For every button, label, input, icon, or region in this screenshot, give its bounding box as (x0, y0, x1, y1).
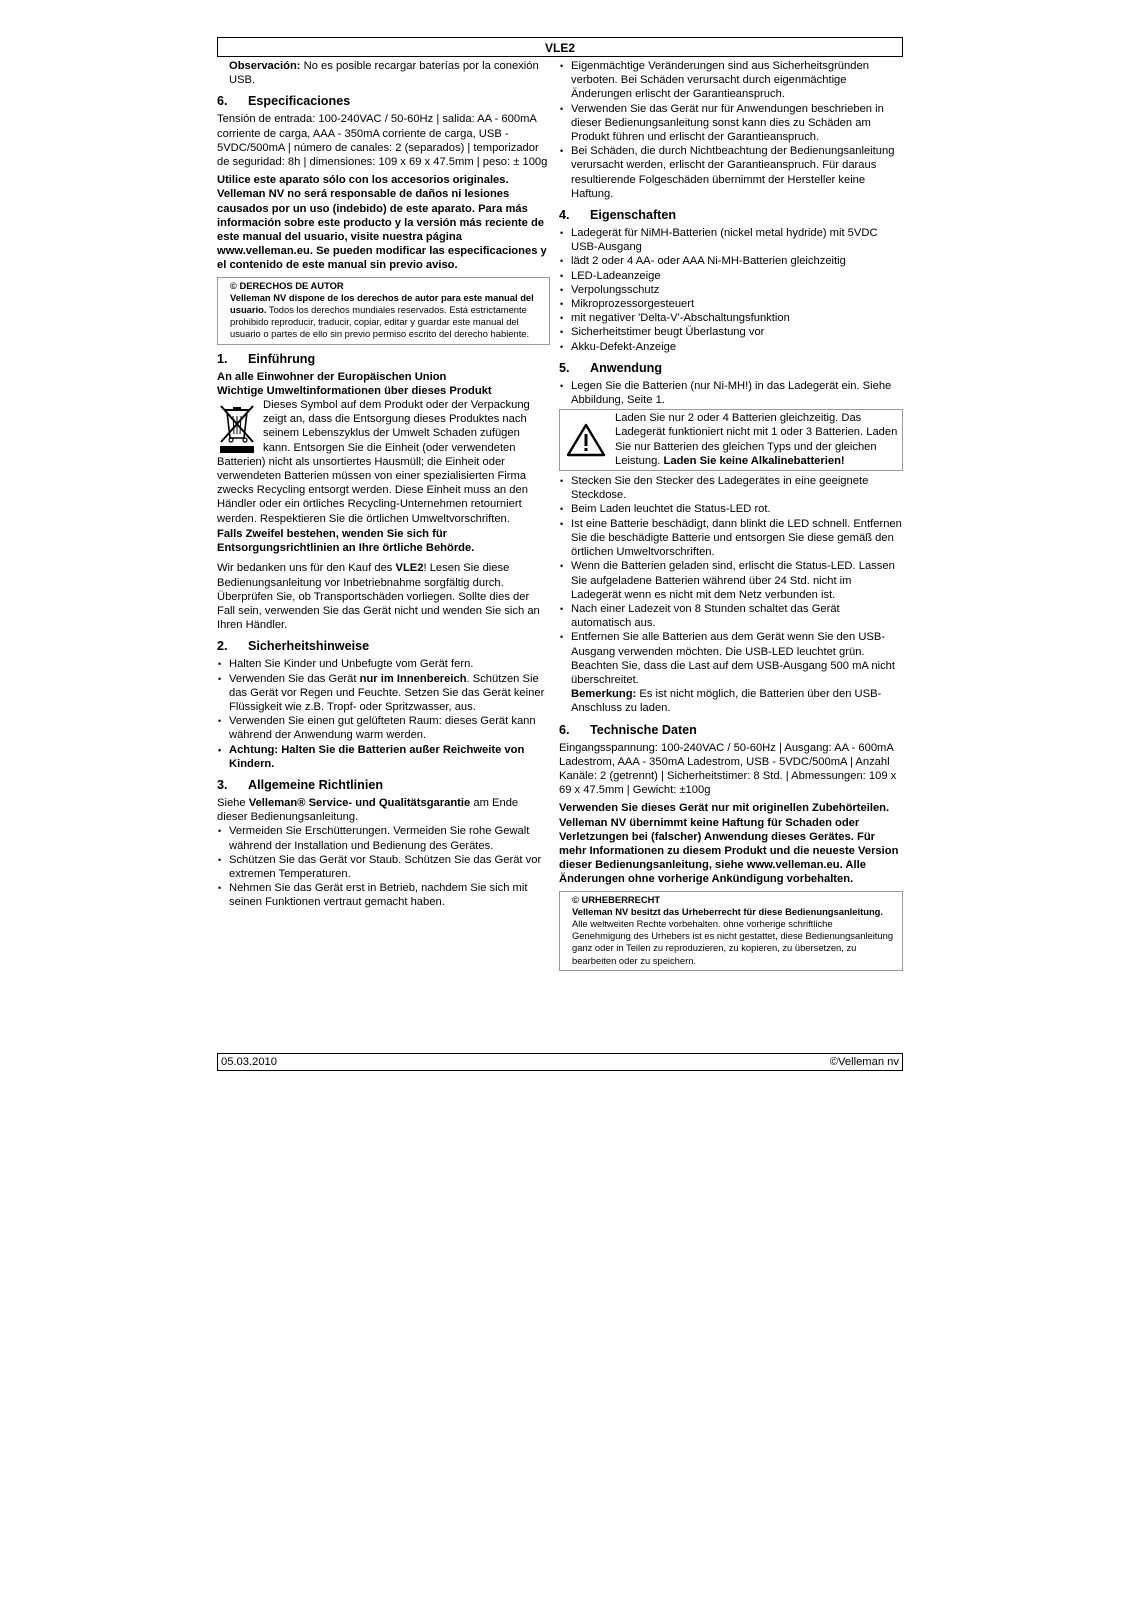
warranty-list (559, 59, 903, 201)
weee-text: Dieses Symbol auf dem Produkt oder der Verpackung zeigt an, dass die Entsorgung dieses Produktes nach seinem Lebenszyklus der Umwelt Schaden zufügen kann. Entsorgen Sie die Einheit (oder verwendeten Batterien) nicht als unsortiertes Hausmüll; die Einheit oder verwendeten Batterien müssen von einer spezialisierten Firma zwecks Recycling entsorgt werden. Diese Einheit muss an den Händler oder ein örtliches Recycling-Unternehmen retourniert werden. Respektieren Sie die örtlichen Umweltvorschriften. (217, 399, 530, 525)
footer-date: 05.03.2010 (221, 1056, 277, 1068)
section-especificaciones-heading: 6. Especificaciones (217, 94, 351, 109)
einfuehrung-subtitle-1: An alle Einwohner der Europäischen Union (217, 370, 447, 383)
footer-copyright: ©Velleman nv (829, 1056, 899, 1068)
header-title: VLE2 (544, 41, 575, 55)
copyright-box-de (559, 891, 903, 971)
list-item: • Mikroprozessorgesteuert (559, 297, 903, 311)
page-footer (217, 1053, 903, 1071)
list-item: • Ladegerät für NiMH-Batterien (nickel metal hydride) mit 5VDC USB-Ausgang (559, 226, 903, 254)
list-item: • LED-Ladeanzeige (559, 269, 903, 283)
list-item: • mit negativer 'Delta-V'-Abschaltungsfunktion (559, 311, 903, 325)
list-item: • Verwenden Sie das Gerät nur im Innenbereich. Schützen Sie das Gerät vor Regen und Feuchte. Setzen Sie das Gerät keiner Flüssigkeit wie z.B. Tropf- oder Spritzwasser, aus. (217, 672, 550, 715)
especificaciones-text: Tensión de entrada: 100-240VAC / 50-60Hz | salida: AA - 600mA corriente de carga, AAA - 350mA corriente de carga, USB - 5VDC/500mA | número de canales: 2 (separados) | temporizador de seguridad: 8h | dimensiones: 109 x 69 x 47.5mm | peso: ± 100g (217, 113, 548, 169)
page-header (217, 37, 903, 57)
list-item: • Ist eine Batterie beschädigt, dann blinkt die LED schnell. Entfernen Sie die beschädigte Batterie und entsorgen Sie diese gemäß den örtlichen Umweltvorschriften. (559, 517, 903, 560)
warning-box (559, 409, 903, 471)
list-item: • Beim Laden leuchtet die Status-LED rot. (559, 502, 903, 516)
list-item: • Nach einer Ladezeit von 8 Stunden schaltet das Gerät automatisch aus. (559, 602, 903, 630)
left-column (217, 59, 550, 912)
technische-daten-text: Eingangsspannung: 100-240VAC / 50-60Hz | Ausgang: AA - 600mA Ladestrom, AAA - 350mA Ladestrom, USB - 5VDC/500mA | Anzahl Kanäle: 2 (getrennt) | Sicherheitstimer: 8 Std. | Abmessungen: 109 x 69 x 47.5mm | Gewicht: ±100g (559, 741, 897, 797)
list-item: • Achtung: Halten Sie die Batterien außer Reichweite von Kindern. (217, 743, 550, 771)
features-list (559, 226, 903, 354)
list-item: • Schützen Sie das Gerät vor Staub. Schützen Sie das Gerät vor extremen Temperaturen. (217, 853, 550, 881)
list-item: • Vermeiden Sie Erschütterungen. Vermeiden Sie rohe Gewalt während der Installation und Bedienung des Gerätes. (217, 824, 550, 852)
technische-daten-disclaimer: Verwenden Sie dieses Gerät nur mit originellen Zubehörteilen. Velleman NV übernimmt keine Haftung für Schaden oder Verletzungen bei (falscher) Anwendung dieses Gerätes. Für mehr Informationen zu diesem Produkt und die neueste Version dieser Bedienungsanleitung, siehe www.velleman.eu. Alle Änderungen ohne vorherige Ankündigung vorbehalten. (559, 802, 899, 886)
copyright-text-de: Alle weltweiten Rechte vorbehalten. ohne vorherige schriftliche Genehmigung des Urhebers ist es nicht gestattet, diese Bedienungsanleitung ganz oder in Teilen zu reproduzieren, zu kopieren, zu übersetzen, zu bearbeiten oder zu speichern. (572, 917, 894, 966)
observacion-note: Observación: No es posible recargar baterías por la conexión USB. (229, 60, 539, 87)
section-einfuehrung-heading: 1. Einführung (217, 351, 316, 366)
list-item: • Verwenden Sie das Gerät nur für Anwendungen beschrieben in dieser Bedienungsanleitung sonst kann dies zu Schäden am Produkt führen und erlischt der Garantieanspruch. (559, 102, 903, 145)
list-item: • Verwenden Sie einen gut gelüfteten Raum: dieses Gerät kann während der Anwendung warm werden. (217, 714, 550, 742)
list-item: • Akku-Defekt-Anzeige (559, 340, 903, 354)
copyright-title-es: © DERECHOS DE AUTOR (230, 279, 344, 291)
einfuehrung-disposal-note: Falls Zweifel bestehen, wenden Sie sich für Entsorgungsrichtlinien an Ihre örtliche Behörde. (217, 527, 475, 555)
list-item: • Sicherheitstimer beugt Überlastung vor (559, 325, 903, 339)
safety-list (217, 657, 550, 771)
list-item: • Verpolungsschutz (559, 283, 903, 297)
list-item: • Stecken Sie den Stecker des Ladegerätes in eine geeignete Steckdose. (559, 474, 903, 502)
usage-list-b (559, 474, 903, 715)
copyright-title-de: © URHEBERRECHT (572, 893, 661, 905)
copyright-box-es (217, 277, 550, 345)
section-technische-daten-heading: 6. Technische Daten (559, 722, 697, 737)
list-item: • lädt 2 oder 4 AA- oder AAA Ni-MH-Batterien gleichzeitig (559, 254, 903, 268)
list-item: • Wenn die Batterien geladen sind, erlischt die Status-LED. Lassen Sie aufgeladene Batterien während über 24 Std. nicht im Ladegerät wenn es nicht mit dem Netz verbunden ist. (559, 559, 903, 602)
list-item: • Halten Sie Kinder und Unbefugte vom Gerät fern. (217, 657, 550, 671)
list-item: • Legen Sie die Batterien (nur Ni-MH!) in das Ladegerät ein. Siehe Abbildung, Seite 1. (559, 379, 903, 407)
weee-paragraph (217, 398, 550, 526)
warning-icon (560, 410, 612, 470)
section-eigenschaften-heading: 4. Eigenschaften (559, 208, 677, 223)
usage-list-a (559, 379, 903, 407)
weee-bin-icon (217, 402, 257, 454)
copyright-text-es: Velleman NV dispone de los derechos de autor para este manual del usuario. Todos los derechos mundiales reservados. Está estrictamente prohibido reproducir, traducir, copiar, editar y guardar este manual del usuario o partes de ello sin previo permiso escrito del derecho habiente. (230, 291, 534, 340)
copyright-bold-de: Velleman NV besitzt das Urheberrecht für diese Bedienungsanleitung. (572, 905, 884, 917)
section-sicherheitshinweise-heading: 2. Sicherheitshinweise (217, 639, 370, 654)
richtlinien-intro: Siehe Velleman® Service- und Qualitätsgarantie am Ende dieser Bedienungsanleitung. (217, 796, 519, 824)
guidelines-list (217, 824, 550, 909)
especificaciones-disclaimer: Utilice este aparato sólo con los accesorios originales. Velleman NV no será responsable de daños ni lesiones causados por un uso (indebido) de este aparato. Para más información sobre este producto y la versión más reciente de este manual del usuario, visite nuestra página www.velleman.eu. Se pueden modificar las especificaciones y el contenido de este manual sin previo aviso. (217, 174, 547, 272)
warning-text: Laden Sie nur 2 oder 4 Batterien gleichzeitig. Das Ladegerät funktioniert nicht mit 1 oder 3 Batterien. Laden Sie nur Batterien des gleichen Typs und der gleichen Leistung. Laden Sie keine Alkalinebatterien! (615, 412, 898, 467)
thanks-text: Wir bedanken uns für den Kauf des VLE2! Lesen Sie diese Bedienungsanleitung vor Inbetriebnahme sorgfältig durch. Überprüfen Sie, ob Transportschäden vorliegen. Sollte dies der Fall sein, verwenden Sie das Gerät nicht und wenden Sie sich an Ihren Händler. (217, 562, 540, 632)
list-item: • Eigenmächtige Veränderungen sind aus Sicherheitsgründen verboten. Bei Schäden verursacht durch eigenmächtige Änderungen erlischt der Garantieanspruch. (559, 59, 903, 102)
right-column (559, 59, 903, 977)
section-anwendung-heading: 5. Anwendung (559, 360, 663, 375)
list-item: • Bei Schäden, die durch Nichtbeachtung der Bedienungsanleitung verursacht werden, erlischt der Garantieanspruch. Für daraus resultierende Folgeschäden übernimmt der Hersteller keine Haftung. (559, 144, 903, 201)
einfuehrung-subtitle-2: Wichtige Umweltinformationen über dieses Produkt (217, 384, 492, 397)
section-richtlinien-heading: 3. Allgemeine Richtlinien (217, 777, 384, 792)
list-item: • Entfernen Sie alle Batterien aus dem Gerät wenn Sie den USB-Ausgang verwenden möchten. Die USB-LED leuchtet grün. Beachten Sie, dass die Last auf dem USB-Ausgang 500 mA nicht überschreitet. Bemerkung: Es ist nicht möglich, die Batterien über den USB-Anschluss zu laden. (559, 630, 903, 715)
list-item: • Nehmen Sie das Gerät erst in Betrieb, nachdem Sie sich mit seinen Funktionen vertraut gemacht haben. (217, 881, 550, 909)
